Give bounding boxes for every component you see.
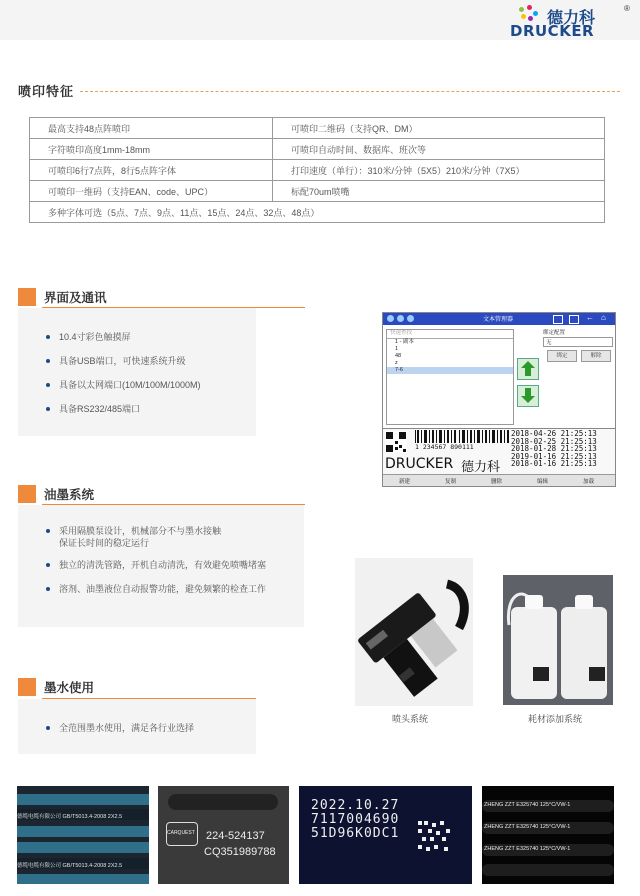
table-cell: 可喷印自动时间、数据库、班次等	[273, 139, 605, 160]
screen-title: 文本管理器	[483, 317, 514, 323]
new-button: 新建	[399, 479, 411, 485]
interface-heading: 界面及通讯	[18, 288, 107, 306]
qr-code-icon	[417, 820, 451, 854]
screen-bottom-bar	[383, 474, 615, 487]
table-row	[30, 139, 605, 160]
unbind-button: 解除	[581, 350, 611, 362]
settings-icon	[397, 315, 404, 322]
cable-print-text: 德缆电缆有限公司 GB/T5013.4-2008 2X2.5	[17, 814, 123, 820]
orange-square-icon	[18, 288, 36, 306]
list-item: 具备RS232/485端口	[46, 403, 201, 415]
print-date-line: 2018-04-26 21:25:13	[511, 429, 597, 438]
part-number: 224-524137	[206, 830, 265, 842]
print-date-line: 2018-02-25 21:25:13	[511, 436, 597, 446]
message-icon	[553, 315, 563, 324]
list-item: 独立的清洗管路，开机自动清洗，有效避免喷嘴堵塞	[46, 559, 302, 571]
part-sample-photo	[158, 786, 289, 884]
search-input: 快速查找	[387, 330, 513, 339]
move-down-icon	[517, 385, 539, 407]
table-row	[30, 118, 605, 139]
wire-print-text: ZHENG ZZT E325740 125°C/VW-1	[484, 824, 571, 830]
consumables-photo	[503, 575, 613, 705]
ink-system-list	[46, 525, 302, 595]
spec-table	[29, 117, 605, 223]
wire-sample-photo	[482, 786, 614, 884]
table-cell: 多种字体可选（5点、7点、9点、11点、15点、24点、32点、48点）	[30, 202, 605, 223]
part-logo: CARQUEST	[167, 830, 195, 836]
back-arrow-icon: ←	[586, 313, 594, 322]
print-brand-cn: 德力科	[461, 459, 501, 474]
delete-button: 删除	[491, 479, 503, 485]
list-item: 全范围墨水使用，满足各行业选择	[46, 722, 194, 734]
printer-icon	[569, 315, 579, 324]
section-title-print-features: 喷印特征	[18, 84, 75, 99]
table-cell: 字符喷印高度1mm-18mm	[30, 139, 273, 160]
print-date-line: 2019-01-16 21:25:13	[511, 451, 597, 461]
table-cell: 可喷印二维码（支持QR、DM）	[273, 118, 605, 139]
print-brand: DRUCKER	[385, 456, 454, 472]
orange-square-icon	[18, 485, 36, 503]
barcode-digits: 1 234567 890111	[415, 443, 474, 451]
table-row	[30, 202, 605, 223]
ink-system-heading: 油墨系统	[18, 485, 94, 503]
bind-config-field: 无	[543, 337, 613, 347]
cable-sample-photo	[17, 786, 149, 884]
screen-titlebar	[383, 313, 615, 325]
part-code: CQ351989788	[204, 846, 276, 858]
ink-use-list	[46, 722, 194, 734]
bind-button: 绑定	[547, 350, 577, 362]
home-icon: ⌂	[601, 313, 606, 322]
cable-print-text: 德缆电缆有限公司 GB/T5013.4-2008 2X2.5	[17, 863, 123, 869]
date-code-sample-photo	[299, 786, 472, 884]
table-cell: 标配70um喷嘴	[273, 181, 605, 202]
table-row	[30, 181, 605, 202]
settings-icon	[407, 315, 414, 322]
list-item: 采用隔膜泵设计，机械部分不与墨水接触 保证长时间的稳定运行	[46, 525, 302, 549]
table-cell: 可喷印一维码（支持EAN、code、UPC）	[30, 181, 273, 202]
barcode-icon	[415, 430, 509, 443]
table-cell: 打印速度（单行）：310米/分钟（5X5）210米/分钟（7X5）	[273, 160, 605, 181]
table-row	[30, 160, 605, 181]
list-item-selected: 7-6	[387, 367, 513, 374]
list-item: 1	[395, 346, 399, 352]
move-up-icon	[517, 358, 539, 380]
orange-square-icon	[18, 678, 36, 696]
bind-config-label: 绑定配置	[543, 330, 566, 336]
print-date-line: 2018-01-28 21:25:13	[511, 444, 597, 453]
list-item: z	[395, 360, 398, 366]
interface-list	[46, 331, 201, 415]
logo-text: DRUCKER	[510, 22, 595, 40]
edit-button: 编辑	[537, 479, 549, 485]
drucker-logo	[497, 4, 635, 40]
ink-use-heading: 墨水使用	[18, 678, 94, 696]
settings-icon	[387, 315, 394, 322]
nozzle-photo	[355, 558, 473, 706]
wire-print-text: ZHENG ZZT E325740 125°C/VW-1	[484, 802, 571, 808]
list-item: 具备以太网端口(10M/100M/1000M)	[46, 379, 201, 391]
list-item: 1 - 副本	[395, 339, 414, 345]
lot-code: 51D96K0DC1	[311, 826, 400, 841]
logo-cn: 德力科	[547, 10, 596, 27]
section-divider	[80, 91, 620, 92]
wire-print-text: ZHENG ZZT E325740 125°C/VW-1	[484, 846, 571, 852]
touchscreen-screenshot	[382, 312, 616, 487]
print-preview	[383, 428, 615, 475]
number-code: 7117004690	[311, 812, 400, 827]
caption-nozzle: 喷头系统	[392, 714, 429, 724]
print-dates	[511, 430, 597, 468]
copy-button: 复制	[445, 479, 457, 485]
table-cell: 最高支持48点阵喷印	[30, 118, 273, 139]
list-item: 48	[395, 353, 402, 359]
message-list	[386, 329, 514, 425]
load-button: 加载	[583, 479, 595, 485]
date-code: 2022.10.27	[311, 798, 400, 813]
print-date-line: 2018-01-16 21:25:13	[511, 459, 597, 468]
qr-code-icon	[385, 431, 407, 453]
logo-registered: ®	[624, 4, 630, 13]
caption-consumables: 耗材添加系统	[528, 714, 583, 724]
list-item: 具备USB端口，可快速系统升级	[46, 355, 201, 367]
list-item: 10.4寸彩色触摸屏	[46, 331, 201, 343]
list-item: 溶剂、油墨液位自动报警功能，避免频繁的检查工作	[46, 583, 302, 595]
table-cell: 可喷印6行7点阵，8行5点阵字体	[30, 160, 273, 181]
